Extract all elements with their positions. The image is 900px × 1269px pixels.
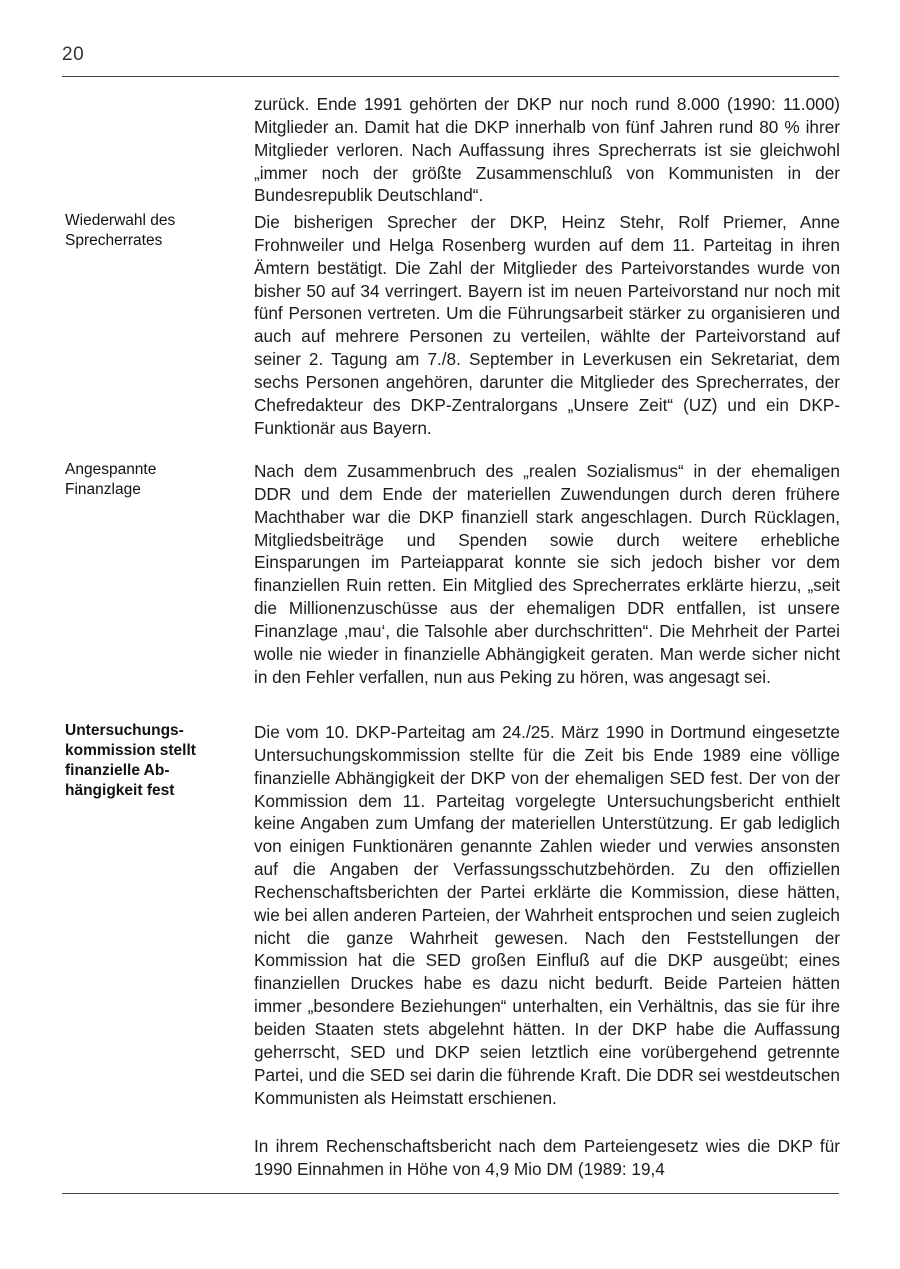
paragraph-4: Die vom 10. DKP-Parteitag am 24./25. März 1990 in Dortmund eingesetzte Untersuchungskommission stellte für die Zeit bis Ende 1989 eine völlige finanzielle Abhängigkeit der DKP von der ehemaligen SED fest. Der von der Kommission dem 11. Parteitag vorgelegte Untersuchungsbericht enthielt keine Angaben zum Umfang der materiellen Unterstützung. Er gab lediglich von einigen Funktionären genannte Zahlen wieder und verwies ansonsten auf die Angaben der Verfassungsschutzbehörden. Zu den offiziellen Rechenschaftsberichten der Partei erklärte die Kommission, diese hätten, wie bei allen anderen Parteien, der Wahrheit entsprochen und seien zugleich nicht die ganze Wahrheit gewesen. Nach den Feststellungen der Kommission hat die SED großen Einfluß auf die DKP ausgeübt; eines finanziellen Druckes habe es dazu nicht bedurft. Beide Parteien hätten immer „besondere Beziehungen“ unterhalten, ein Verhältnis, das sie für ihre beiden Staaten stets abgelehnt hätten. In der DKP habe die Auffassung geherrscht, SED und DKP seien letztlich eine vorübergehend getrennte Partei, und die SED sei darin die führende Kraft. Die DDR sei westdeutschen Kommunisten als Heimstatt erschienen. (254, 722, 840, 1108)
paragraph-2: Die bisherigen Sprecher der DKP, Heinz Stehr, Rolf Priemer, Anne Frohnweiler und Helga Rosenberg wurden auf dem 11. Parteitag in ihren Ämtern bestätigt. Die Zahl der Mitglieder des Parteivorstandes wurde von bisher 50 auf 34 verringert. Bayern ist im neuen Parteivorstand nur noch mit fünf Personen vertreten. Um die Führungsarbeit stärker zu organisieren und auch auf mehrere Personen zu verteilen, wählte der Parteivorstand auf seiner 2. Tagung am 7./8. September in Leverkusen ein Sekretariat, dem sechs Personen angehören, darunter die Mitglieder des Sprecherrates, der Chefredakteur des DKP-Zentralorgans „Unsere Zeit“ (UZ) und ein DKP-Funktionär aus Bayern. (254, 212, 840, 438)
bottom-rule (62, 1193, 839, 1194)
sidenote-finanzlage: Angespannte Finanzlage (65, 461, 157, 498)
sidenote-wiederwahl: Wiederwahl des Sprecherrates (65, 212, 176, 249)
page-number: 20 (62, 44, 85, 65)
top-rule (62, 76, 839, 77)
paragraph-3: Nach dem Zusammenbruch des „realen Sozialismus“ in der ehemaligen DDR und dem Ende der materiellen Zuwendungen durch deren frühere Machthaber war die DKP finanziell stark angeschlagen. Durch Rücklagen, Mitgliedsbeiträge und Spenden sowie durch weitere erhebliche Einsparungen im Parteiapparat konnte sie sich jedoch bisher vor dem finanziellen Ruin retten. Ein Mitglied des Sprecherrates erklärte hierzu, „seit die Millionenzuschüsse aus der ehemaligen DDR entfallen, ist unsere Finanzlage ‚mau‘, die Talsohle aber durchschritten“. Die Mehrheit der Partei wolle nie wieder in finanzielle Abhängigkeit geraten. Man werde sicher nicht in den Fehler verfallen, nun aus Peking zu hören, was angesagt sei. (254, 461, 840, 687)
paragraph-1: zurück. Ende 1991 gehörten der DKP nur noch rund 8.000 (1990: 11.000) Mitglieder an. Damit hat die DKP innerhalb von fünf Jahren rund 80 % ihrer Mitglieder verloren. Nach Auffassung ihres Sprecherrats ist sie gleichwohl „immer noch der größte Zusammenschluß von Kommunisten in der Bundesrepublik Deutschland“. (254, 94, 840, 206)
sidenote-untersuchungskommission: Untersuchungs- kommission stellt finanzielle Ab- hängigkeit fest (65, 722, 196, 799)
paragraph-5: In ihrem Rechenschaftsbericht nach dem Parteiengesetz wies die DKP für 1990 Einnahmen in Höhe von 4,9 Mio DM (1989: 19,4 (254, 1136, 840, 1179)
